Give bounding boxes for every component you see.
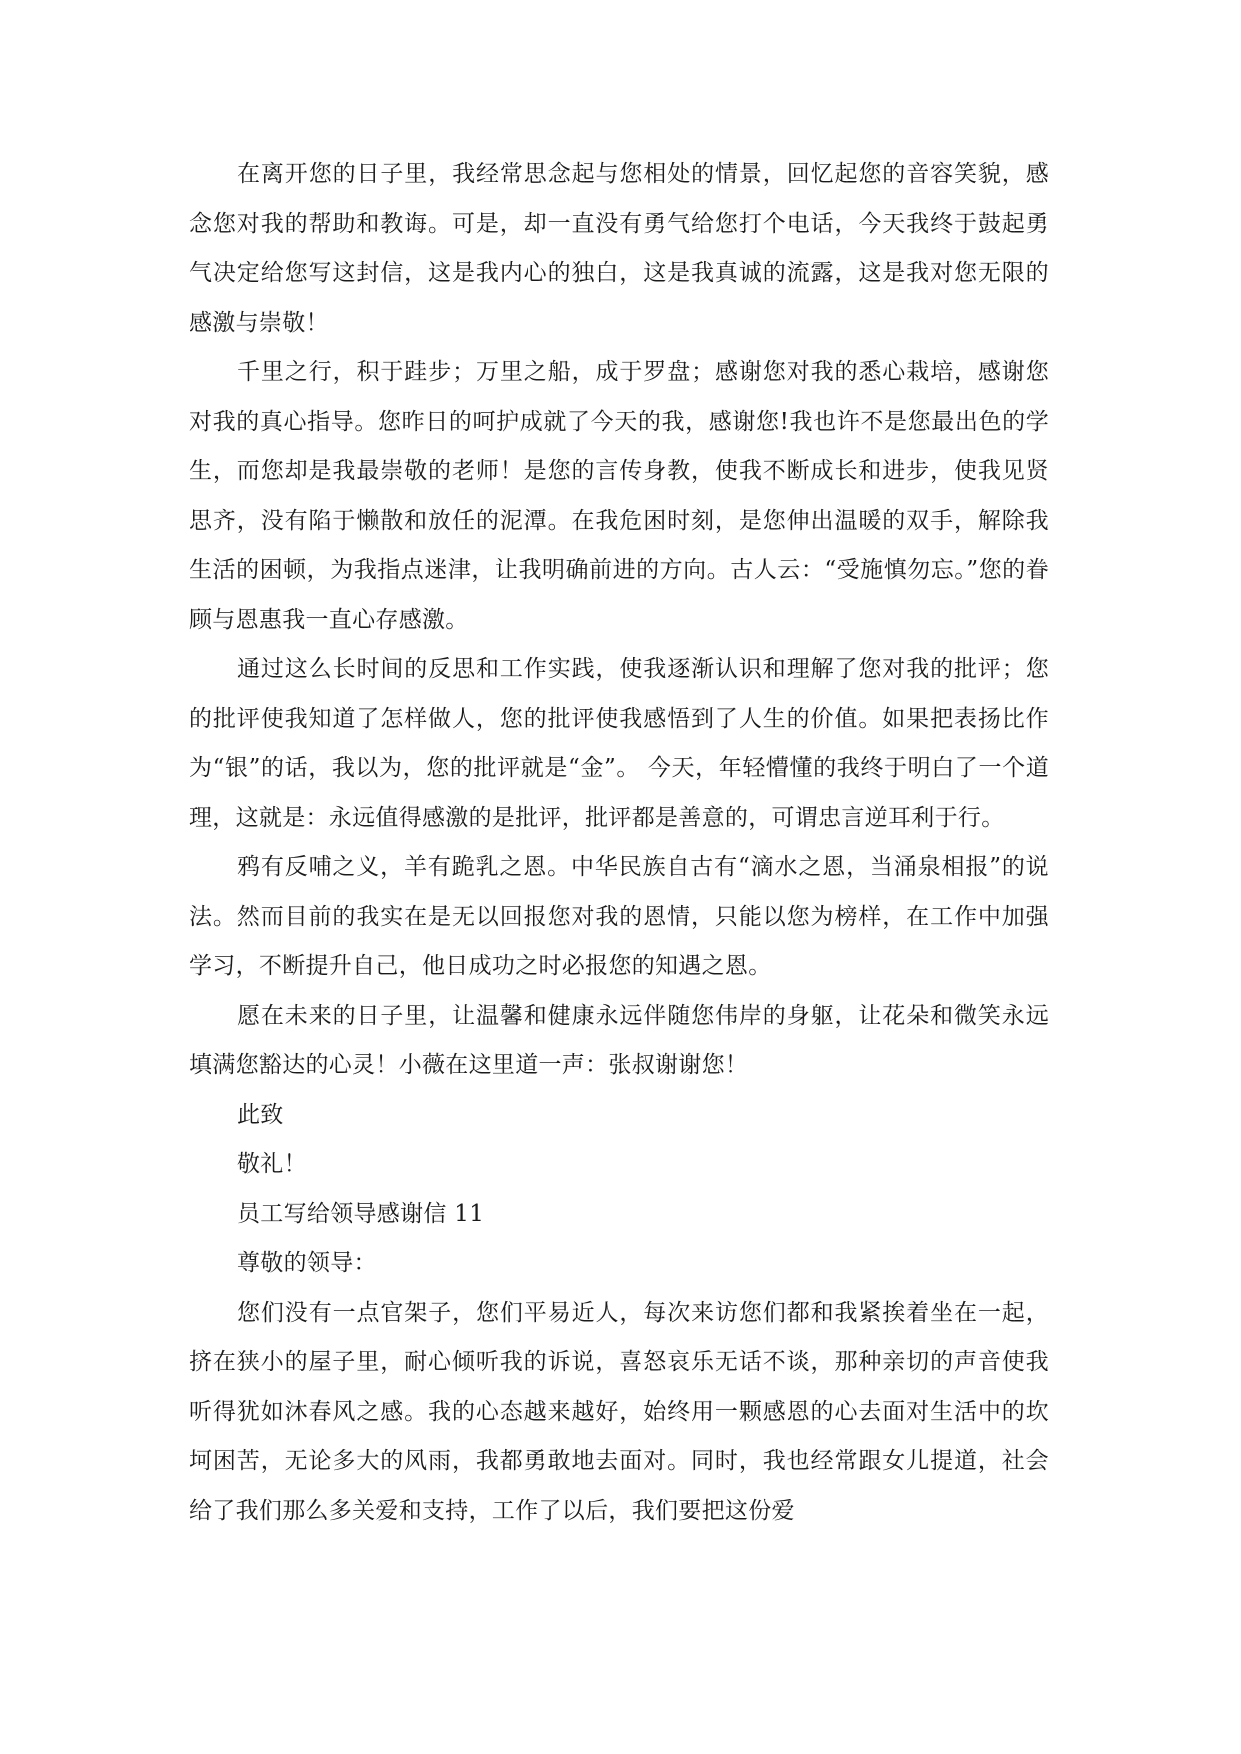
paragraph-repay: 鸦有反哺之义，羊有跪乳之恩。中华民族自古有“滴水之恩，当涌泉相报”的说法。然而目前的我实在是无以回报您对我的恩情，只能以您为榜样，在工作中加强学习，不断提升自己，他日成功之时必报您的知遇之恩。 [189,854,1049,979]
section-heading: 员工写给领导感谢信 11 [237,1200,485,1227]
closing-line-2: 敬礼！ [237,1151,307,1177]
paragraph-wishes: 愿在未来的日子里，让温馨和健康永远伴随您伟岸的身躯，让花朵和微笑永远填满您豁达的心灵！小薇在这里道一声：张叔谢谢您！ [189,1002,1049,1078]
salutation: 尊敬的领导： [237,1250,377,1276]
document-body [189,150,1049,1536]
paragraph-criticism: 通过这么长时间的反思和工作实践，使我逐渐认识和理解了您对我的批评；您的批评使我知道了怎样做人，您的批评使我感悟到了人生的价值。如果把表扬比作为“银”的话，我以为，您的批评就是“金”。 今天，年轻懵懂的我终于明白了一个道理，这就是：永远值得感激的是批评，批评都是善意的，可谓忠言逆耳利于行。 [189,656,1049,831]
paragraph-memories: 在离开您的日子里，我经常思念起与您相处的情景，回忆起您的音容笑貌，感念您对我的帮助和教诲。可是，却一直没有勇气给您打个电话，今天我终于鼓起勇气决定给您写这封信，这是我内心的独白，这是我真诚的流露，这是我对您无限的感激与崇敬！ [189,161,1049,336]
paragraph-gratitude: 千里之行，积于跬步；万里之船，成于罗盘；感谢您对我的悉心栽培，感谢您对我的真心指导。您昨日的呵护成就了今天的我，感谢您!我也许不是您最出色的学生，而您却是我最崇敬的老师！是您的言传身教，使我不断成长和进步，使我见贤思齐，没有陷于懒散和放任的泥潭。在我危困时刻，是您伸出温暖的双手，解除我生活的困顿，为我指点迷津，让我明确前进的方向。古人云：“受施慎勿忘。”您的眷顾与恩惠我一直心存感激。 [189,359,1049,633]
closing-line-1: 此致 [237,1101,284,1128]
paragraph-leaders: 您们没有一点官架子，您们平易近人，每次来访您们都和我紧挨着坐在一起，挤在狭小的屋子里，耐心倾听我的诉说，喜怒哀乐无话不谈，那种亲切的声音使我听得犹如沐春风之感。我的心态越来越好，始终用一颗感恩的心去面对生活中的坎坷困苦，无论多大的风雨，我都勇敢地去面对。同时，我也经常跟女儿提道，社会给了我们那么多关爱和支持，工作了以后，我们要把这份爱 [189,1299,1049,1524]
